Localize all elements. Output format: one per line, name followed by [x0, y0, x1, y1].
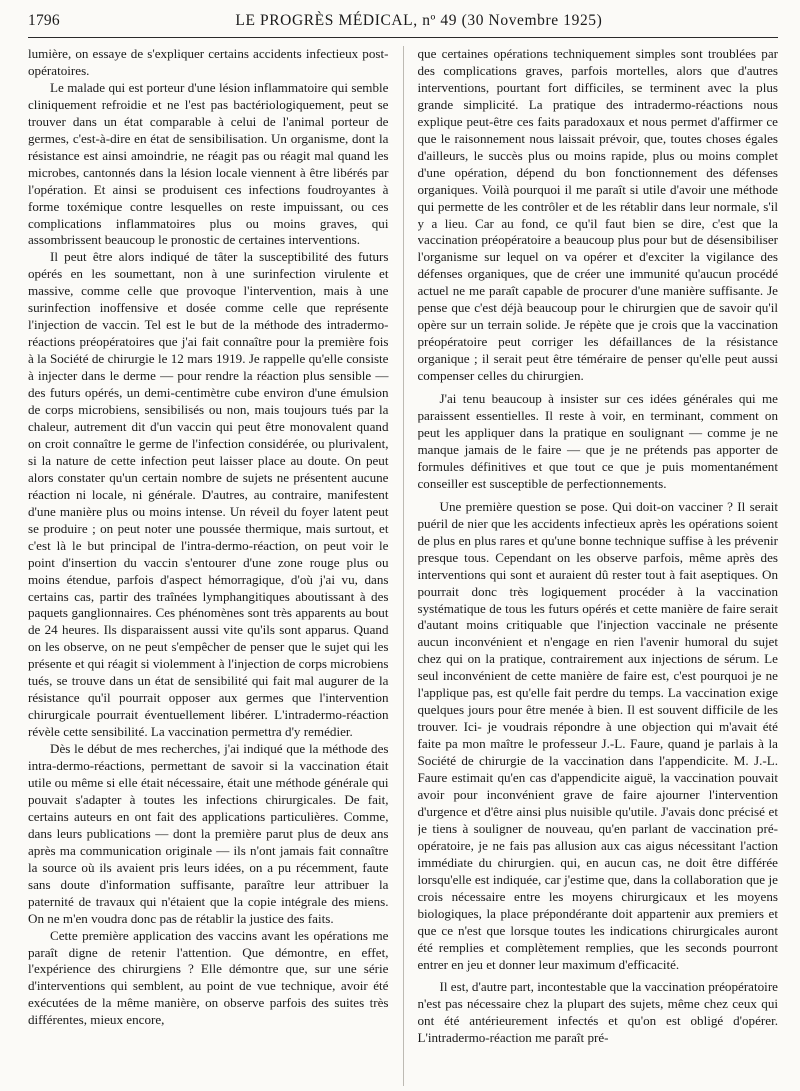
paragraph: Dès le début de mes recherches, j'ai indiqué que la méthode des intra-dermo-réactions, permettant de savoir si la vaccination était utile ou même si elle était nécessaire, était une méthode générale qui pouvait s'adapter à toutes les infections chirurgicales. De fait, certains auteurs en ont fait des applications particulières. Comme, dans leurs publications — dont la première parut plus de deux ans après ma communication originale — ils n'ont jamais fait connaître la source où ils avaient pris leurs idées, on a pu récemment, faute sans doute d'information suffisante, paraître leur attribuer la paternité de travaux qui n'étaient que la copie intégrale des miens. On ne m'en voudra donc pas de rétablir la justice des faits. [28, 741, 389, 926]
paragraph: lumière, on essaye de s'expliquer certains accidents infectieux post-opératoires. [28, 46, 389, 78]
paragraph: Le malade qui est porteur d'une lésion inflammatoire qui semble cliniquement refroidie et ne l'est pas bactériologiquement, peut se trouver dans un état comparable à celui de l'animal porteur de germes, c'est-à-dire en état de sensibilisation. Un organisme, dont la résistance est ainsi amoindrie, ne réagit pas ou réagit mal quand les microbes, cantonnés dans la lésion locale viennent à être libérés par l'opération. Et ainsi se produisent ces infections foudroyantes à forme toxémique contre lesquelles on reste impuissant, ou ces complications inflammatoires plus ou moins graves, qui assombrissent beaucoup le pronostic de certaines interventions. [28, 79, 389, 248]
paragraph: Une première question se pose. Qui doit-on vacciner ? Il serait puéril de nier que les accidents infectieux après les opérations soient de plus en plus rares et qu'une bonne technique suffise à les prévenir presque tous. Cependant on les observe parfois, même après des interventions qui sont et auraient dû rester tout à fait aseptiques. On pourrait donc très logiquement procéder à la vaccination systématique de tous les futurs opérés et cette manière de faire serait d'autant moins critiquable que l'injection vaccinale ne présente aucun inconvénient et n'engage en rien l'avenir humoral du sujet chez qui on la pratique, contrairement aux injections de sérum. Le seul inconvénient de cette manière de faire est, c'est pourquoi je ne l'applique pas, est qu'elle fait perdre du temps. La vaccination exige quelques jours pour être menée à bien. Il est souvent difficile de les trouver. Ici- je voudrais répondre à une objection qui m'avait été faite pa mon maître le professeur J.-L. Faure, quand je parlais à la Société de chirurgie de la vaccination dans l'appendicite. M. J.-L. Faure estimait qu'en cas d'appendicite aiguë, la vaccination pouvait avoir pour inconvénient grave de faire ajourner l'intervention d'urgence et d'être ainsi plus nuisible qu'utile. J'avais donc précisé et je tiens à souligner de nouveau, qu'en parlant de vaccination pré-opératoire, je ne fais pas allusion aux cas aigus nécessitant l'action immédiate du chirurgien. qui, en aucun cas, ne doit être différée lorsqu'elle est indiquée, car j'estime que, dans la collaboration que je crois nécessaire entre les moyens chirurgicaux et les moyens biologiques, la place prépondérante doit appartenir aux premiers et que ce n'est que lorsque toutes les indications chirurgicales auront été remplies et complètement remplies, que les seconds pourront entrer en jeu et donner leur maximum d'efficacité. [417, 498, 778, 972]
paragraph: J'ai tenu beaucoup à insister sur ces idées générales qui me paraissent essentielles. Il reste à voir, en terminant, comment on peut les appliquer dans la pratique en soulignant — comme je ne manque jamais de le faire — que je ne prétends pas apporter de formules définitives et que tout ce que je puis momentanément conseiller est susceptible de perfectionnements. [417, 391, 778, 491]
column-divider [403, 46, 404, 1086]
paragraph: Cette première application des vaccins avant les opérations me paraît digne de retenir l'attention. Que démontre, en effet, l'expérience des chirurgiens ? Elle démontre que, sur une série d'interventions qui semblent, au point de vue technique, avoir été exécutées de la même manière, on observe parfois des suites très différentes, mieux encore, [28, 927, 389, 1028]
two-column-body [28, 46, 778, 1086]
paragraph: que certaines opérations techniquement simples sont troublées par des complications graves, parfois mortelles, alors que d'autres interventions, pourtant fort difficiles, se terminent avec la plus grande simplicité. La pratique des intradermo-réactions nous explique peut-être ces faits paradoxaux et nous permet d'affirmer ce que le raisonnement nous laissait prévoir, que, toutes choses égales d'ailleurs, le succès plus ou moins rapide, plus ou moins complet d'une opération, dépend du bon fonctionnement des défenses organiques. Voilà pourquoi il me paraît si utile d'avoir une méthode qui permette de les contrôler et de les rétablir dans leur normale, s'il y a lieu. Car au fond, ce qu'il faut bien se dire, c'est que la vaccination préopératoire a beaucoup plus pour but de désensibiliser l'organisme sur lequel on va opérer et d'exciter la vigilance des défenses organiques, que de créer une immunité qu'aucun procédé actuel ne me paraît capable de procurer d'une manière suffisante. Je pense que c'est déjà beaucoup pour le chirurgien que de savoir qu'il opère sur un terrain solide. Je répète que je crois que la vaccination préopératoire peut corriger les défaillances de la résistance organique ; il serait peut être téméraire de penser qu'elle peut aussi compenser celles du chirurgien. [417, 46, 778, 384]
running-title: LE PROGRÈS MÉDICAL, nº 49 (30 Novembre 1925) [235, 12, 603, 29]
left-column [28, 46, 389, 1086]
right-column [418, 46, 779, 1086]
page-number: 1796 [28, 12, 60, 29]
page-header [28, 0, 778, 38]
paragraph: Il peut être alors indiqué de tâter la susceptibilité des futurs opérés en les soumettant, non à une surinfection virulente et massive, comme celle que provoque l'intervention, mais à une surinfection inoffensive et dosée comme celle que représente l'injection de vaccin. Tel est le but de la méthode des intradermo-réactions préopératoires que j'ai fait connaître pour la première fois à la Société de chirurgie le 12 mars 1919. Je rappelle qu'elle consiste à injecter dans le derme — pour rendre la réaction plus sensible — des futurs opérés, un demi-centimètre cube environ d'une émulsion de corps microbiens, sensibilisés ou non, mais toujours tués par la chaleur, autrement dit d'un vaccin qui peut être monovalent quand on croit connaître le germe de l'infection considérée, ou plurivalent, si la nature de cette infection peut laisser place au doute. On peut alors constater qu'un certain nombre de sujets ne présentent aucune réaction ni locale, ni générale. D'autres, au contraire, manifestent d'une manière plus ou moins intense. Un réveil du foyer latent peut se produire ; on peut noter une poussée thermique, mais surtout, et c'est là le but principal de l'intra-dermo-réaction, on peut voir le point d'insertion du vaccin s'entourer d'une zone rouge plus ou moins étendue, parfois d'aspect hémorragique, d'où j'ai vu, dans certains cas, partir des traînées lymphangitiques aboutissant à des paquets ganglionnaires. Ces phénomènes sont très apparents au bout de 24 heures. Ils disparaissent aussi vite qu'ils sont apparus. Quand on les observe, on ne peut s'empêcher de penser que le sujet qui les présente et qui réagit si violemment à l'injection de corps microbiens tués, se trouve dans un état de sensibilité qui fait mal augurer de la résistance qu'il pourrait opposer aux germes que l'intervention chirurgicale pourrait éventuellement libérer. L'intradermo-réaction révèle cette sensibilité. La vaccination permettra d'y remédier. [28, 249, 389, 740]
paragraph: Il est, d'autre part, incontestable que la vaccination préopératoire n'est pas nécessaire chez la plupart des sujets, même chez ceux qui ont été antérieurement infectés et qu'on est obligé d'opérer. L'intradermo-réaction me paraît pré- [417, 979, 778, 1046]
